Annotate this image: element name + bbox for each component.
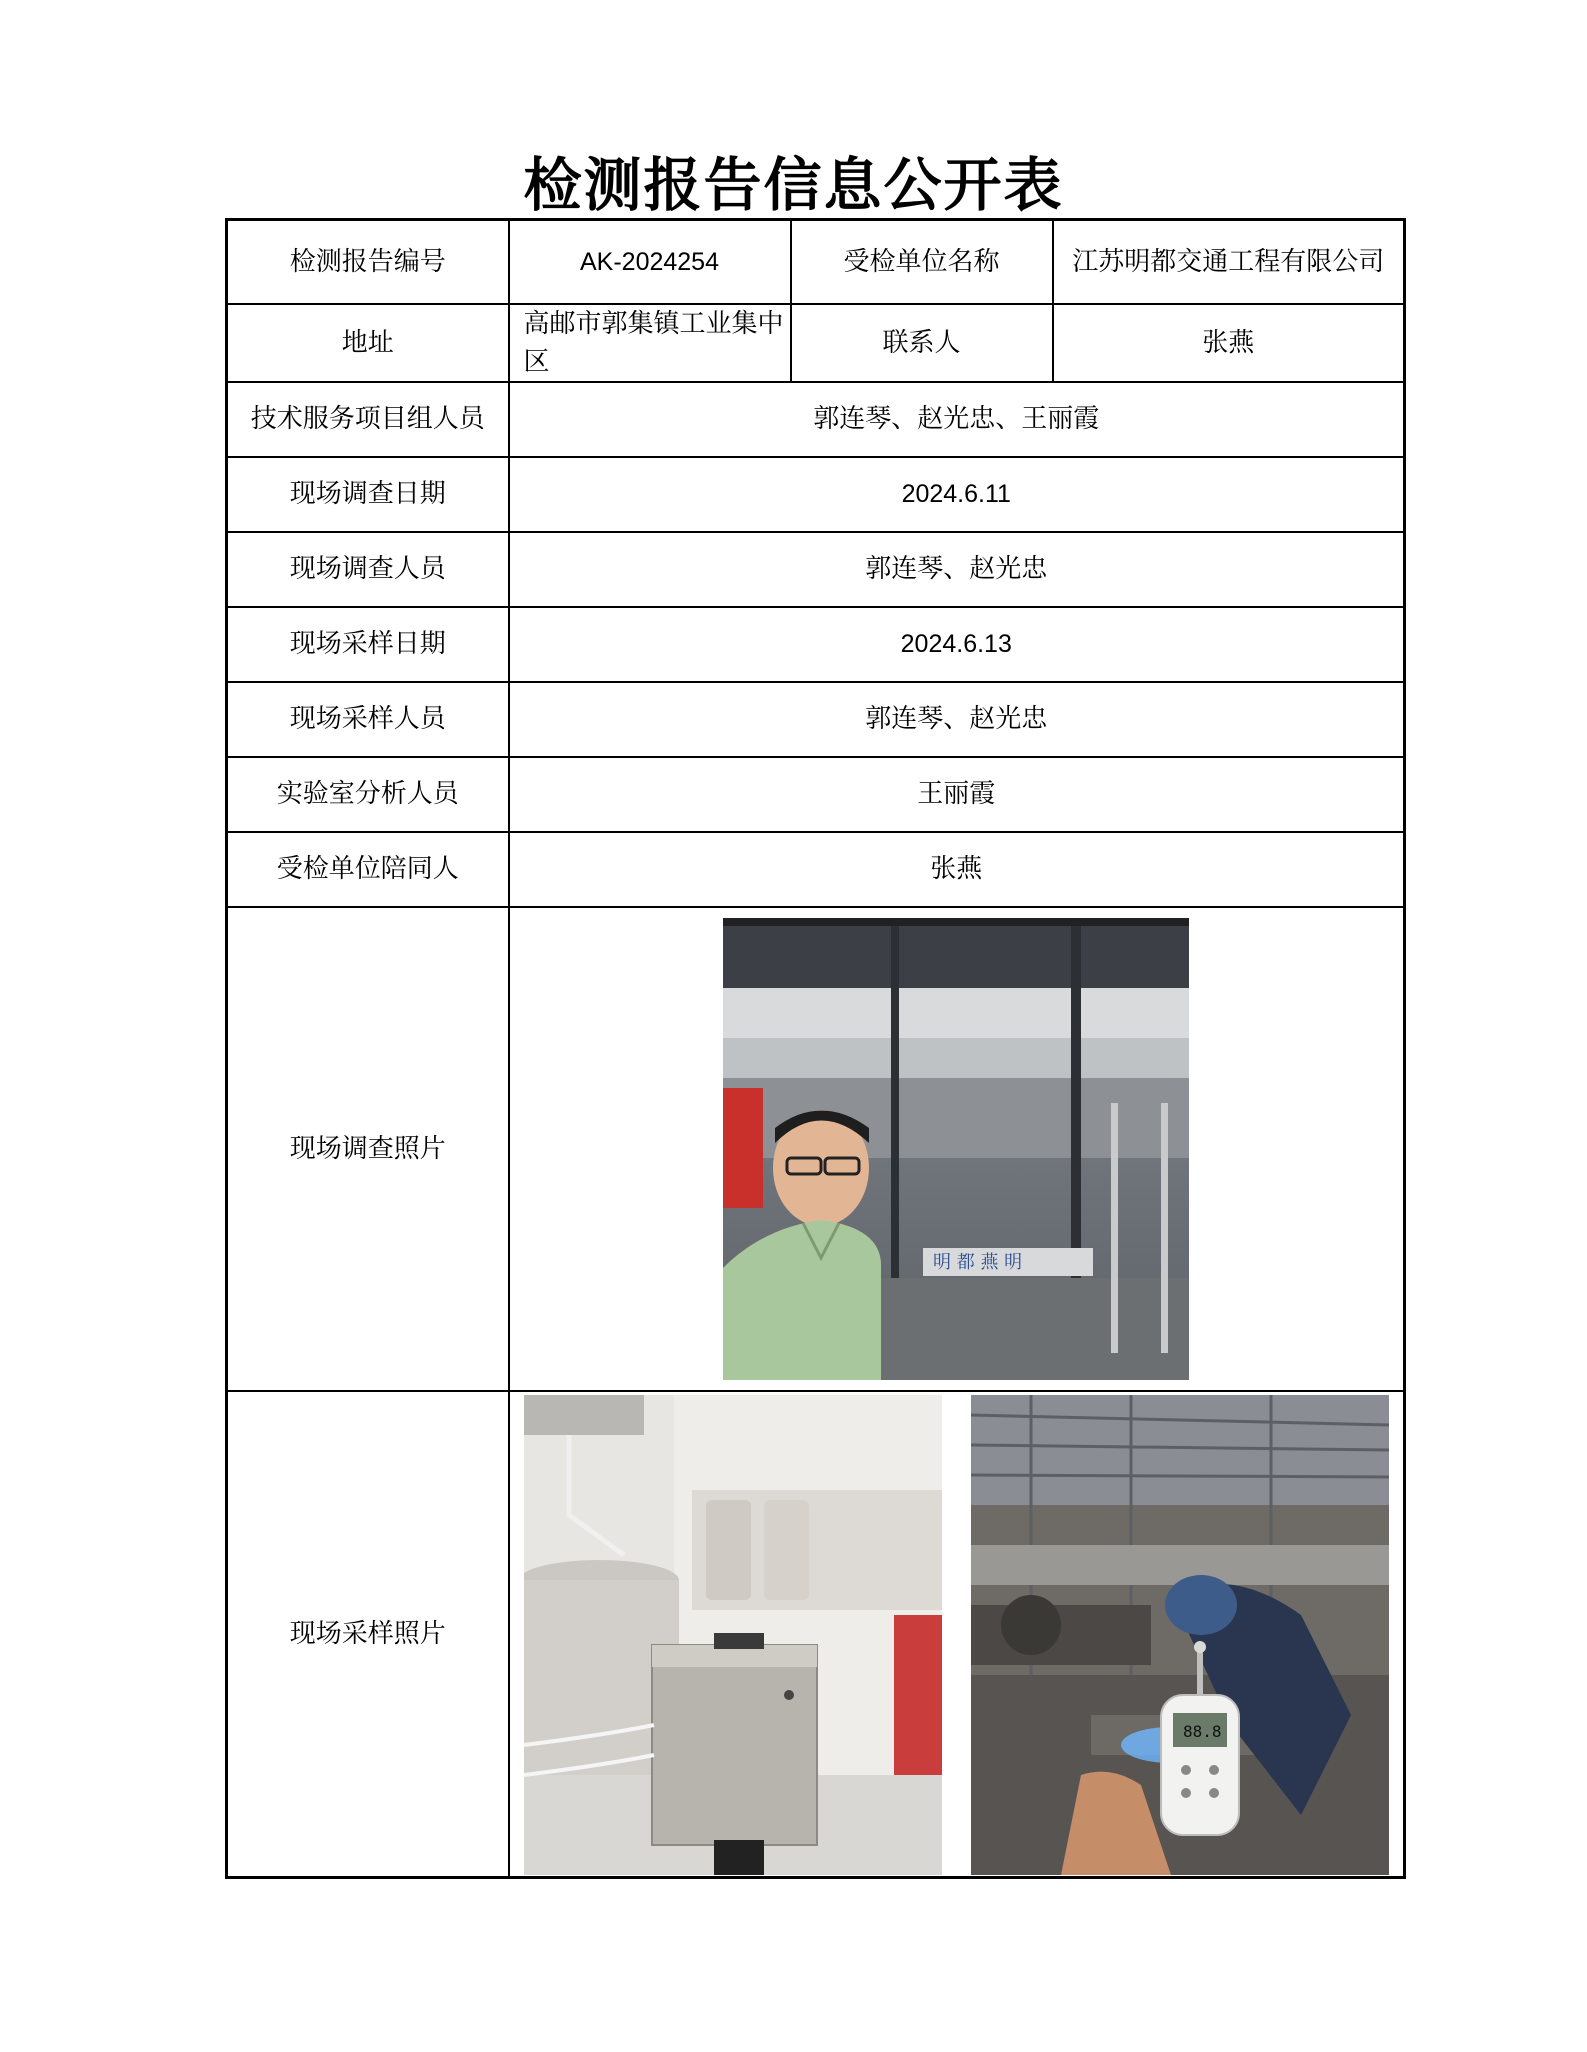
row-team <box>227 382 1405 457</box>
survey-photo-label: 现场调查照片 <box>227 907 509 1391</box>
sampling-staff-value: 郭连琴、赵光忠 <box>509 682 1405 757</box>
meter-display-text: 88.8 <box>1183 1721 1222 1741</box>
survey-sign-text: 明 都 燕 明 <box>933 1251 1023 1273</box>
row-sampling-date <box>227 607 1405 682</box>
unit-name-value <box>1053 220 1405 304</box>
survey-photo <box>723 918 1189 1380</box>
report-no-label: 检测报告编号 <box>227 220 509 304</box>
unit-name-text: 江苏明都交通工程有限公司 <box>1072 246 1385 277</box>
row-report-number <box>227 220 1405 304</box>
sampling-device-photo <box>524 1395 942 1875</box>
survey-photo-image <box>723 918 1189 1380</box>
contact-label: 联系人 <box>791 304 1053 382</box>
noise-meter-image <box>971 1395 1389 1875</box>
lab-staff-label: 实验室分析人员 <box>227 757 509 832</box>
sampling-photo-cell <box>509 1391 1405 1878</box>
escort-value: 张燕 <box>509 832 1405 907</box>
sampling-device-image <box>524 1395 942 1875</box>
sampling-photo-pair <box>510 1393 1404 1875</box>
row-sampling-staff <box>227 682 1405 757</box>
lab-staff-value: 王丽霞 <box>509 757 1405 832</box>
row-address <box>227 304 1405 382</box>
sampling-date-label: 现场采样日期 <box>227 607 509 682</box>
team-value: 郭连琴、赵光忠、王丽霞 <box>509 382 1405 457</box>
row-lab-staff <box>227 757 1405 832</box>
address-label: 地址 <box>227 304 509 382</box>
row-survey-staff <box>227 532 1405 607</box>
address-value <box>509 304 791 382</box>
sampling-photo-label: 现场采样照片 <box>227 1391 509 1878</box>
address-text: 高邮市郭集镇工业集中区 <box>523 308 784 377</box>
sampling-date-value: 2024.6.13 <box>509 607 1405 682</box>
survey-staff-label: 现场调查人员 <box>227 532 509 607</box>
page-title: 检测报告信息公开表 <box>523 151 1064 219</box>
sampling-staff-label: 现场采样人员 <box>227 682 509 757</box>
row-survey-date <box>227 457 1405 532</box>
row-escort <box>227 832 1405 907</box>
noise-meter-photo <box>971 1395 1389 1875</box>
row-sampling-photo <box>227 1391 1405 1878</box>
survey-staff-value: 郭连琴、赵光忠 <box>509 532 1405 607</box>
survey-date-label: 现场调查日期 <box>227 457 509 532</box>
report-no-value: AK-2024254 <box>509 220 791 304</box>
report-info-table <box>225 218 1406 1879</box>
row-survey-photo <box>227 907 1405 1391</box>
survey-date-value: 2024.6.11 <box>509 457 1405 532</box>
unit-name-label: 受检单位名称 <box>791 220 1053 304</box>
team-label: 技术服务项目组人员 <box>227 382 509 457</box>
survey-photo-cell <box>509 907 1405 1391</box>
contact-value: 张燕 <box>1053 304 1405 382</box>
escort-label: 受检单位陪同人 <box>227 832 509 907</box>
